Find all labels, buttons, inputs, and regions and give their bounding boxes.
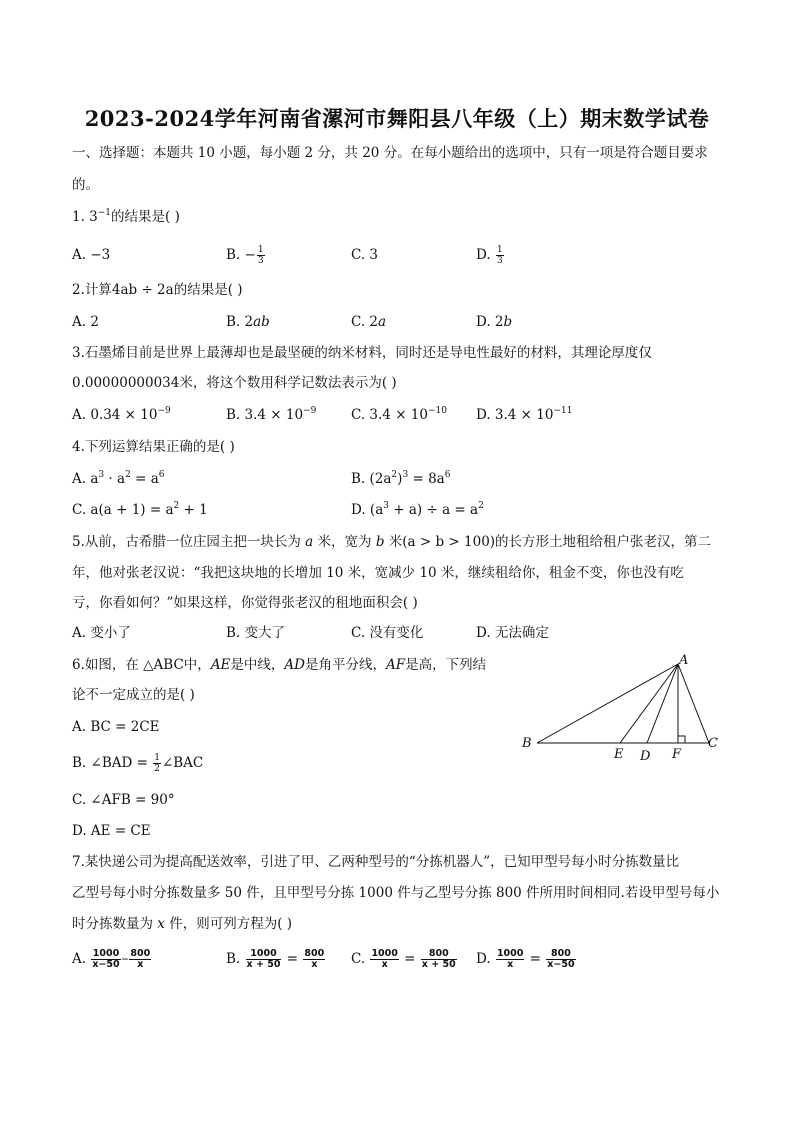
q4-option-c: C. $a(a + 1) = a^2 + 1$ (72, 501, 208, 518)
q7-option-c: C. $\frac{1000}{x}$ = $\frac{800}{x + 50}$ (351, 948, 456, 970)
question-7-stem-line3: 时分拣数量为 x 件，则可列方程为( ) (72, 916, 293, 932)
question-1-stem: 1. $3^{-1}$的结果是( ) (72, 208, 180, 225)
question-4-stem: 4.下列运算结果正确的是( ) (72, 439, 235, 455)
label-c: C (708, 736, 718, 751)
section-heading-line1: 一、选择题：本题共 10 小题，每小题 2 分，共 20 分。在每小题给出的选项中，只有一项是符合题目要求 (72, 145, 708, 161)
q5-option-b: B. 变大了 (226, 625, 286, 641)
q1-option-b: B. − $\frac{1}{3}$ (226, 245, 264, 266)
segment-ab (537, 664, 678, 743)
q3-option-a: A. $0.34 \times 10^{-9}$ (72, 406, 171, 423)
q7-option-d: D. $\frac{1000}{x}$ = $\frac{800}{x-50}$ (476, 948, 575, 970)
question-2-stem: 2.计算4ab ÷ 2a的结果是( ) (72, 282, 243, 298)
triangle-figure (515, 650, 725, 765)
question-7-stem-line1: 7.某快递公司为提高配送效率，引进了甲、乙两种型号的“分拣机器人”，已知甲型号每小时分拣数量比 (72, 854, 680, 870)
label-d: D (640, 749, 651, 764)
q5-option-d: D. 无法确定 (476, 625, 549, 641)
q2-option-b: B. 2ab (226, 314, 270, 330)
question-6-stem-line2: 论不一定成立的是( ) (72, 687, 195, 703)
q6-option-a: A. BC = 2CE (72, 719, 160, 735)
q5-option-c: C. 没有变化 (351, 625, 424, 641)
question-7-stem-line2: 乙型号每小时分拣数量多 50 件，且甲型号分拣 1000 件与乙型号分拣 800 件所用时间相同.若设甲型号每小 (72, 885, 720, 901)
q5-option-a: A. 变小了 (72, 625, 131, 641)
q3-option-d: D. $3.4 \times 10^{-11}$ (476, 406, 573, 423)
question-5-stem-line1: 5.从前，古希腊一位庄园主把一块长为 a 米，宽为 b 米(a > b > 100)的长方形土地租给租户张老汉，第二 (72, 534, 712, 550)
label-a: A (679, 653, 689, 668)
section-heading-line2: 的。 (72, 177, 99, 193)
median-ae (620, 664, 678, 743)
q6-option-d: D. AE = CE (72, 823, 151, 839)
label-b: B (522, 736, 532, 751)
bisector-ad (647, 664, 678, 743)
segment-ac (678, 664, 709, 743)
question-5-stem-line2: 年，他对张老汉说：“我把这块地的长增加 10 米，宽减少 10 米，继续租给你，租金不变，你也没有吃 (72, 565, 684, 581)
question-5-stem-line3: 亏，你看如何？”如果这样，你觉得张老汉的租地面积会( ) (72, 595, 418, 611)
q2-option-c: C. 2a (351, 314, 387, 330)
question-3-stem-line2: 0.00000000034米，将这个数用科学记数法表示为( ) (72, 375, 397, 391)
q6-option-b: B. ∠BAD = $\frac{1}{2}$ ∠BAC (72, 753, 204, 774)
page-title: 2023-2024学年河南省漯河市舞阳县八年级（上）期末数学试卷 (84, 106, 710, 131)
q3-option-b: B. $3.4 \times 10^{-9}$ (226, 406, 317, 423)
q4-option-b: B. $(2a^2)^3 = 8a^6$ (351, 470, 451, 487)
q7-option-a: A. $\frac{1000}{x-50}$ – $\frac{800}{x}$ (72, 948, 151, 970)
q4-option-d: D. $(a^3 + a) \div a = a^2$ (351, 501, 484, 518)
q6-option-c: C. ∠AFB = 90° (72, 792, 175, 808)
q1-option-a: A. −3 (72, 247, 111, 263)
right-angle-mark (678, 736, 685, 743)
q1-option-d: D. $\frac{1}{3}$ (476, 245, 503, 266)
label-e: E (614, 747, 624, 762)
q2-option-d: D. 2b (476, 314, 513, 330)
q7-option-b: B. $\frac{1000}{x + 50}$ = $\frac{800}{x}$ (226, 948, 325, 970)
q4-option-a: A. $a^3 \cdot a^2 = a^6$ (72, 470, 165, 487)
label-f: F (672, 747, 682, 762)
q3-option-c: C. $3.4 \times 10^{-10}$ (351, 406, 447, 423)
question-6-stem-line1: 6.如图，在 △ABC中，AE是中线，AD是角平分线，AF是高，下列结 (72, 657, 487, 673)
question-3-stem-line1: 3.石墨烯目前是世界上最薄却也是最坚硬的纳米材料，同时还是导电性最好的材料，其理论厚度仅 (72, 345, 652, 361)
q1-option-c: C. 3 (351, 247, 379, 263)
q2-option-a: A. 2 (72, 314, 99, 330)
